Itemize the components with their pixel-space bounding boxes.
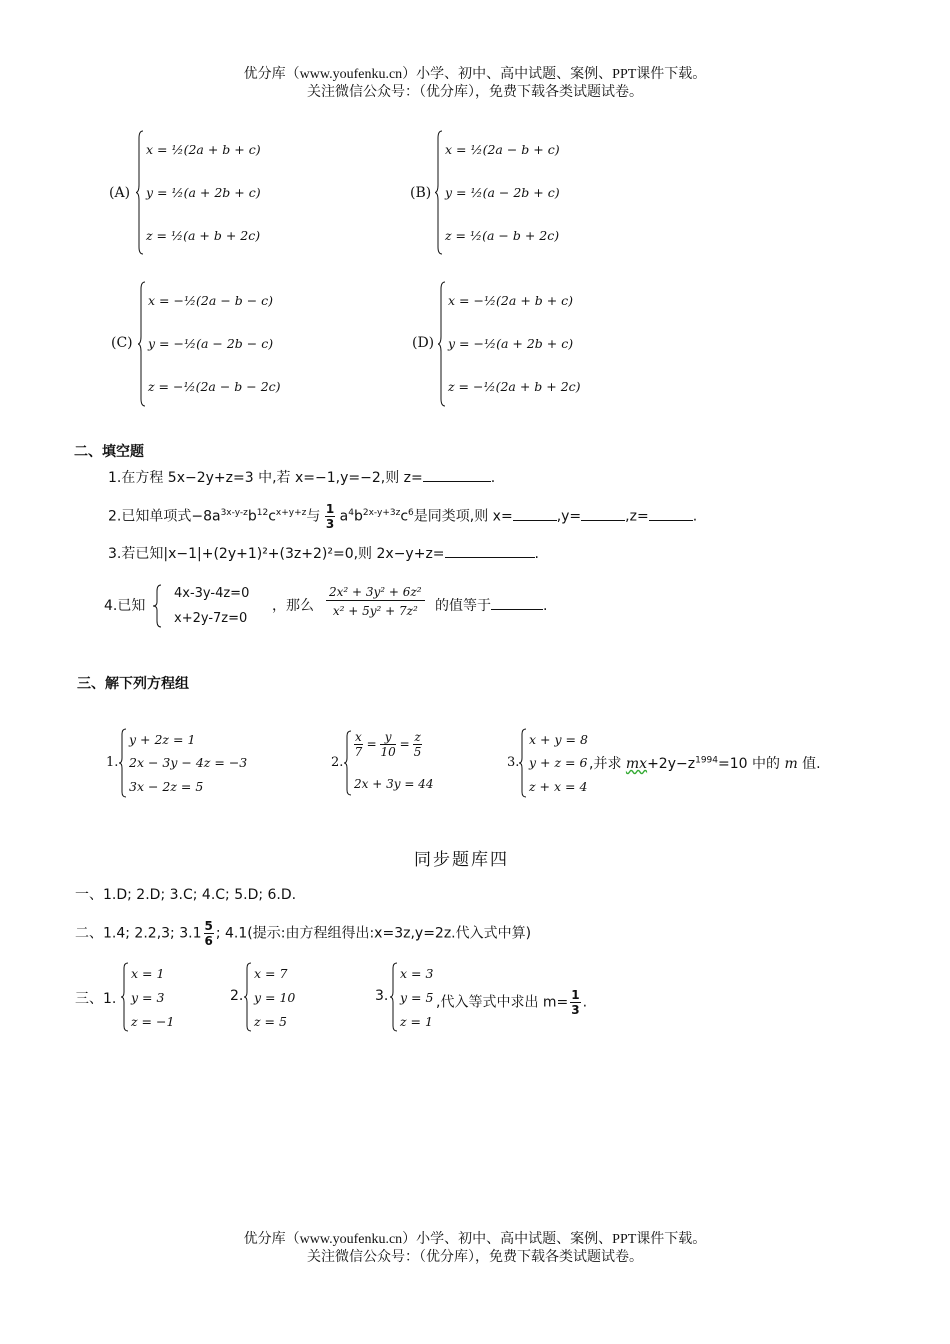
brace-icon <box>152 584 162 628</box>
fill-q3-text: 3.若已知|x−1|+(2y+1)²+(3z+2)²=0,则 2x−y+z= <box>108 546 445 562</box>
fill-q1: 1.在方程 5x−2y+z=3 中,若 x=−1,y=−2,则 z= . <box>108 470 496 486</box>
brace-icon <box>136 130 144 255</box>
brace-icon <box>435 130 443 255</box>
fill-q2-exp3: x+y+z <box>275 507 307 518</box>
answer-3-x: x = 3 <box>400 966 434 981</box>
problem-1-eq-1: y + 2z = 1 <box>129 732 196 747</box>
fill-q2-exp2: 12 <box>256 507 269 518</box>
fill-q2-blank-x[interactable] <box>513 507 557 521</box>
answers-title: 同步题库四 <box>414 850 509 870</box>
fill-q4-eq2: x+2y-7z=0 <box>174 611 248 626</box>
fill-q3-blank[interactable] <box>445 544 535 558</box>
fill-q4-blank[interactable] <box>491 596 543 610</box>
answer-2-y: y = 10 <box>254 990 296 1005</box>
brace-icon <box>244 962 252 1032</box>
problem-2-label: 2. <box>331 755 344 770</box>
problem-3-tail: ,并求 $mx+2y-z^{1994}=10$ 中的 m 值. <box>589 755 821 772</box>
option-d-label: (D) <box>412 335 435 351</box>
fill-q4-fraction: $\frac{\text{2x² + 3y² + 6z²}}{\text{x² + 5y² + 7z²}}$ <box>326 584 425 618</box>
answer-3-system <box>390 962 440 1032</box>
answer-2-system <box>244 962 314 1032</box>
answer-3-label: 3. <box>375 988 389 1004</box>
fill-q4-lead: 4.已知 <box>104 598 146 614</box>
option-a-eq-x: x = ½(2a + b + c) <box>146 142 261 157</box>
option-c-eq-z: z = −½(2a − b − 2c) <box>148 379 281 394</box>
fill-q2-b2: b <box>353 508 363 525</box>
option-c-eq-x: x = −½(2a − b − c) <box>148 293 274 308</box>
fill-q2-with: 与 <box>306 508 321 525</box>
brace-icon <box>121 962 129 1032</box>
answers-row-1: 一、1.D; 2.D; 3.C; 4.C; 5.D; 6.D. <box>75 887 297 903</box>
problem-3-eq-1: x + y = 8 <box>529 732 588 747</box>
fill-q3: 3.若已知|x−1|+(2y+1)²+(3z+2)²=0,则 2x−y+z= . <box>108 546 539 562</box>
option-b-eq-z: z = ½(a − b + 2c) <box>445 228 560 243</box>
problem-1-eq-2: 2x − 3y − 4z = −3 <box>129 755 248 770</box>
fill-q2-exp1: 3x-y-z <box>220 507 248 518</box>
problem-1-eq-3: 3x − 2z = 5 <box>129 779 204 794</box>
fill-q2-exp4: 4 <box>348 507 354 518</box>
fill-q2-exp6: 6 <box>408 507 414 518</box>
section-3-title: 三、解下列方程组 <box>77 676 189 692</box>
header-line-2: 关注微信公众号：（优分库），免费下载各类试题试卷。 <box>307 85 643 100</box>
fill-q2-c2: c <box>400 508 409 525</box>
brace-icon <box>438 281 446 407</box>
brace-icon <box>519 728 527 798</box>
fill-q2-a: a <box>339 508 349 525</box>
option-b-eq-y: y = ½(a − 2b + c) <box>445 185 560 200</box>
problem-3-eq-3: z + x = 4 <box>529 779 588 794</box>
option-c-eq-y: y = −½(a − 2b − c) <box>148 336 274 351</box>
section-2-title: 二、填空题 <box>74 444 144 460</box>
brace-icon <box>119 728 127 798</box>
option-d-eq-x: x = −½(2a + b + c) <box>448 293 574 308</box>
problem-3-label: 3. <box>507 755 520 770</box>
answer-2-x: x = 7 <box>254 966 288 981</box>
fill-q4-tail: 的值等于 . <box>435 598 548 614</box>
answers-row-3-label: 三、1. <box>75 991 117 1007</box>
header-line-1: 优分库（www.youfenku.cn）小学、初中、高中试题、案例、PPT课件下载。 <box>243 67 707 82</box>
fill-q2-lead: 2.已知单项式−8a <box>108 508 221 525</box>
brace-icon <box>138 281 146 407</box>
footer-line-1: 优分库（www.youfenku.cn）小学、初中、高中试题、案例、PPT课件下载。 <box>243 1232 707 1247</box>
answer-2-z: z = 5 <box>254 1014 287 1029</box>
option-d-eq-z: z = −½(2a + b + 2c) <box>448 379 581 394</box>
fill-q2-y: ,y= <box>556 508 582 525</box>
option-a-eq-y: y = ½(a + 2b + c) <box>146 185 261 200</box>
fill-q2: 2.已知单项式$-8a^{3x-y-z}b^{12}c^{x+y+z}$与 $\frac{1}{3}$ $a^4b^{2x-y+3z}c^6$是同类项,则 x= ,y= ,z= . <box>108 502 698 531</box>
fill-q1-text: 1.在方程 5x−2y+z=3 中,若 x=−1,y=−2,则 z= <box>108 470 423 486</box>
option-a-eq-z: z = ½(a + b + 2c) <box>146 228 261 243</box>
option-a-label: (A) <box>109 185 131 201</box>
fill-q2-b: b <box>247 508 257 525</box>
option-b-eq-x: x = ½(2a − b + c) <box>445 142 560 157</box>
answers-row-2: 二、1.4; 2.2,3; 3.1 $\frac{5}{6}$ ; 4.1(提示:由方程组得出:x=3z,y=2z.代入式中算) <box>75 919 532 948</box>
problem-3-eq-2: y + z = 6 <box>529 755 588 770</box>
fill-q4-eq1: 4x-3y-4z=0 <box>174 586 250 601</box>
fill-q4-then: ，那么 <box>272 598 314 614</box>
answer-1-z: z = −1 <box>131 1014 175 1029</box>
answer-2-label: 2. <box>230 988 244 1004</box>
answer-3-tail: ,代入等式中求出 m= $\frac{1}{3}$ . <box>436 988 588 1017</box>
fill-q2-z: ,z= <box>625 508 649 525</box>
answer-1-x: x = 1 <box>131 966 165 981</box>
footer-line-2: 关注微信公众号：（优分库），免费下载各类试题试卷。 <box>307 1250 643 1265</box>
brace-icon <box>344 730 352 796</box>
fill-q1-blank[interactable] <box>423 468 491 482</box>
fill-q2-blank-y[interactable] <box>581 507 625 521</box>
answer-1-y: y = 3 <box>131 990 165 1005</box>
problem-2-eq-1: $\frac{x}{7}$ = $\frac{y}{10}$ = $\frac{z}{5}$ <box>354 730 422 759</box>
option-c-label: (C) <box>111 335 133 351</box>
fill-q2-frac: $\frac{1}{3}$ <box>325 502 335 531</box>
problem-2-eq-2: 2x + 3y = 44 <box>354 777 434 791</box>
answer-1-system <box>121 962 191 1032</box>
answer-3-y: y = 5 <box>400 990 434 1005</box>
problem-1-label: 1. <box>106 755 119 770</box>
brace-icon <box>390 962 398 1032</box>
option-b-label: (B) <box>410 185 432 201</box>
fill-q2-c: c <box>268 508 276 525</box>
option-d-eq-y: y = −½(a + 2b + c) <box>448 336 574 351</box>
fill-q2-exp5: 2x-y+3z <box>362 507 401 518</box>
fill-q2-blank-z[interactable] <box>649 507 693 521</box>
fill-q2-tail: 是同类项,则 x= <box>413 508 513 525</box>
answer-3-z: z = 1 <box>400 1014 433 1029</box>
